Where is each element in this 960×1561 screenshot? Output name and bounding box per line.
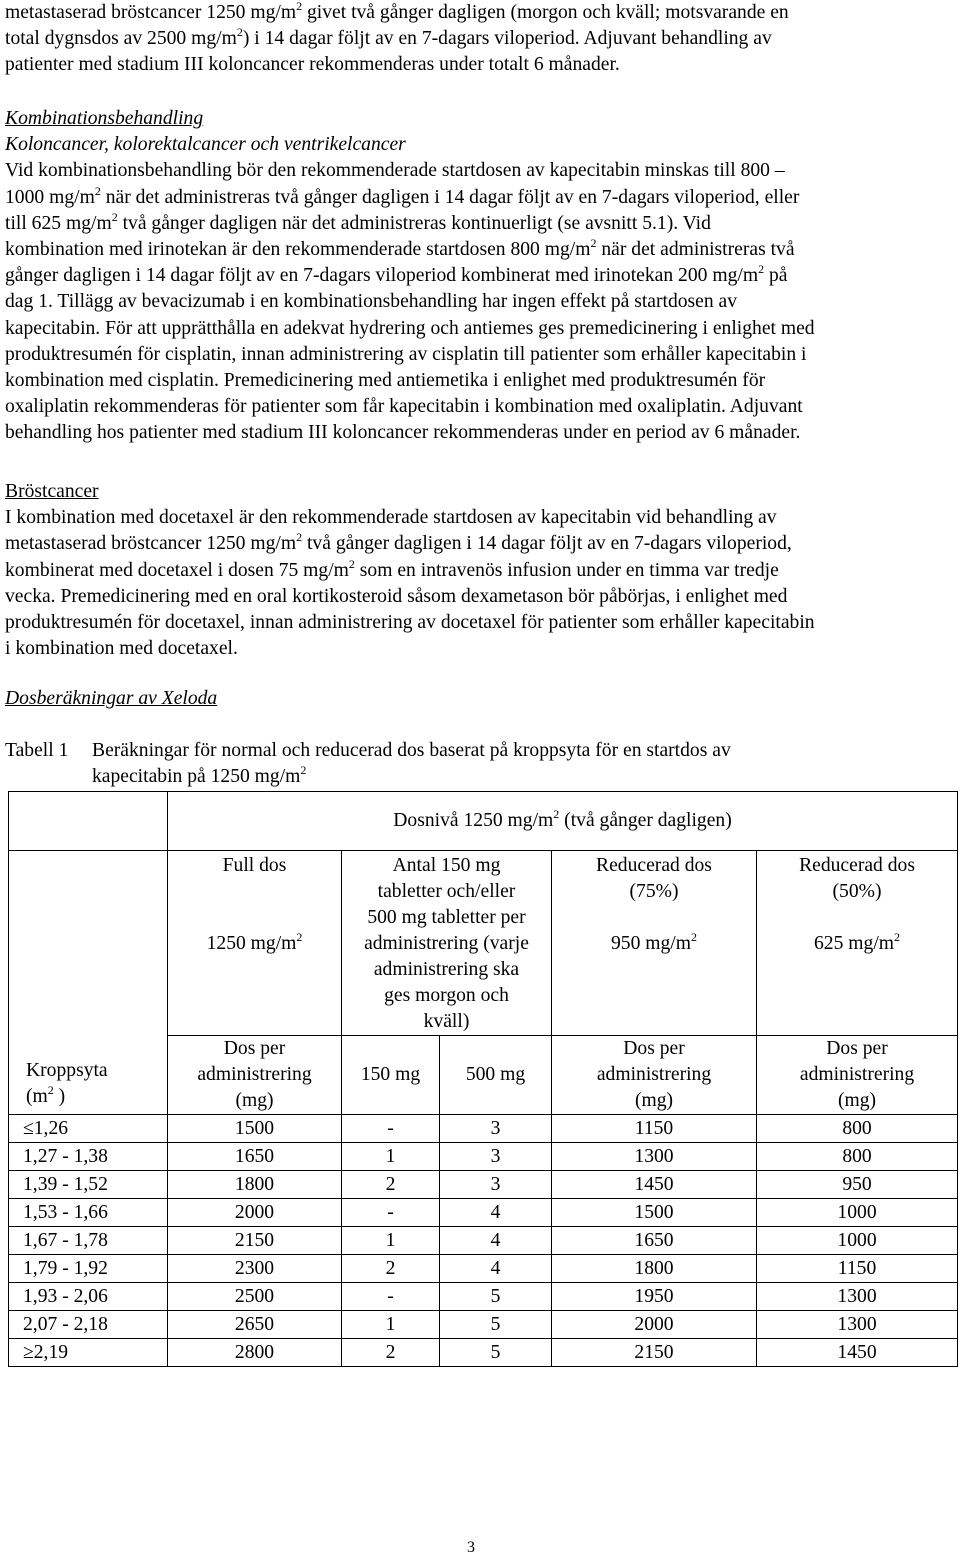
section-heading: Dosberäkningar av Xeloda xyxy=(5,688,218,709)
cell-t150: - xyxy=(342,1115,440,1143)
text-line: gånger dagligen i 14 dagar följt av en 7-dagars viloperiod kombinerat med irinotekan 200 $mg/m^2$ på xyxy=(5,262,788,287)
text-line: patienter med stadium III koloncancer rekommenderas under totalt 6 månader. xyxy=(5,54,620,76)
dose-table xyxy=(8,791,958,1367)
cell-t150: 1 xyxy=(342,1227,440,1255)
table-row xyxy=(9,1227,958,1255)
cell-bsa: 1,27 - 1,38 xyxy=(9,1143,168,1171)
cell-t150: - xyxy=(342,1199,440,1227)
cell-bsa: 1,79 - 1,92 xyxy=(9,1255,168,1283)
cell-r50: 800 xyxy=(757,1115,958,1143)
text-line: metastaserad bröstcancer 1250 $mg/m^2$ givet två gånger dagligen (morgon och kväll; motsvarande en xyxy=(5,0,789,23)
dos-per-header: Dos per administrering (mg) xyxy=(552,1036,757,1115)
cell-t500: 4 xyxy=(440,1199,552,1227)
text-line: I kombination med docetaxel är den rekommenderade startdosen av kapecitabin vid behandling av xyxy=(5,507,777,529)
text-line: kombination med irinotekan är den rekommenderade startdosen 800 $mg/m^2$ när det administreras två xyxy=(5,236,795,261)
text-line: i kombination med docetaxel. xyxy=(5,638,238,660)
cell-t150: - xyxy=(342,1283,440,1311)
cell-r75: 2000 xyxy=(552,1311,757,1339)
cell-r50: 950 xyxy=(757,1171,958,1199)
cell-bsa: 1,39 - 1,52 xyxy=(9,1171,168,1199)
table-row xyxy=(9,1115,958,1143)
cell-t150: 2 xyxy=(342,1171,440,1199)
cell-full: 1650 xyxy=(168,1143,342,1171)
cell-t500: 3 xyxy=(440,1143,552,1171)
text-line: 1000 $mg/m^2$ när det administreras två gånger dagligen i 14 dagar följt av en 7-dagars viloperiod, eller xyxy=(5,183,800,208)
cell-full: 2150 xyxy=(168,1227,342,1255)
text-line: Vid kombinationsbehandling bör den rekommenderade startdosen av kapecitabin minskas till 800 – xyxy=(5,160,785,182)
text-line: metastaserad bröstcancer 1250 $mg/m^2$ två gånger dagligen i 14 dagar följt av en 7-dagars viloperiod, xyxy=(5,530,792,555)
cell-r50: 800 xyxy=(757,1143,958,1171)
page-number: 3 xyxy=(467,1539,475,1556)
cell-r50: 1000 xyxy=(757,1227,958,1255)
cell-r75: 1150 xyxy=(552,1115,757,1143)
table-caption xyxy=(5,738,955,790)
section-heading: Kombinationsbehandling xyxy=(5,108,204,129)
table-row xyxy=(9,1255,958,1283)
table-row xyxy=(9,1311,958,1339)
cell-t150: 1 xyxy=(342,1143,440,1171)
cell-r75: 2150 xyxy=(552,1339,757,1367)
reduced-75-header: Reducerad dos (75%) 950 $mg/m^2$ xyxy=(552,851,757,1036)
cell-t150: 2 xyxy=(342,1255,440,1283)
caption-line: Beräkningar för normal och reducerad dos baserat på kroppsyta för en startdos av xyxy=(92,740,731,761)
full-dos-header: Full dos 1250 $mg/m^2$ xyxy=(168,851,342,1036)
table-corner-cell xyxy=(9,792,168,851)
cell-t150: 1 xyxy=(342,1311,440,1339)
text-line: behandling hos patienter med stadium III koloncancer rekommenderas under en period av 6 månader. xyxy=(5,422,801,444)
table-row xyxy=(9,1339,958,1367)
reduced-50-header: Reducerad dos (50%) 625 $mg/m^2$ xyxy=(757,851,958,1036)
cell-r50: 1000 xyxy=(757,1199,958,1227)
cell-r50: 1300 xyxy=(757,1311,958,1339)
cell-full: 1800 xyxy=(168,1171,342,1199)
kroppsyta-header: Kroppsyta ($m^2$ ) xyxy=(9,851,168,1115)
text-line: vecka. Premedicinering med en oral kortikosteroid såsom dexametason bör påbörjas, i enlighet med xyxy=(5,585,788,607)
cell-r50: 1450 xyxy=(757,1339,958,1367)
cell-r75: 1650 xyxy=(552,1227,757,1255)
section-dosberakningar xyxy=(5,686,955,712)
cell-full: 2300 xyxy=(168,1255,342,1283)
cell-full: 2000 xyxy=(168,1199,342,1227)
cell-r75: 1300 xyxy=(552,1143,757,1171)
cell-t150: 2 xyxy=(342,1339,440,1367)
cell-r75: 1800 xyxy=(552,1255,757,1283)
section-heading: Bröstcancer xyxy=(5,481,99,502)
text-line: total dygnsdos av 2500 $mg/m^2$) i 14 dagar följt av en 7-dagars viloperiod. Adjuvant behandling av xyxy=(5,25,772,50)
intro-paragraph xyxy=(5,0,940,79)
cell-r50: 1300 xyxy=(757,1283,958,1311)
dose-level-header: Dosnivå 1250 $mg/m^2$ (två gånger dagligen) xyxy=(168,792,958,851)
dos-per-header: Dos per administrering (mg) xyxy=(168,1036,342,1115)
cell-bsa: ≥2,19 xyxy=(9,1339,168,1367)
section-kombinationsbehandling xyxy=(5,106,955,447)
text-line: produktresumén för cisplatin, innan administrering av cisplatin till patienter som erhåller kapecitabin i xyxy=(5,343,807,365)
cell-t500: 4 xyxy=(440,1255,552,1283)
cell-bsa: ≤1,26 xyxy=(9,1115,168,1143)
cell-t500: 5 xyxy=(440,1283,552,1311)
text-line: kombinerat med docetaxel i dosen 75 $mg/m^2$ som en intravenös infusion under en timma var tredje xyxy=(5,556,779,581)
tablet-count-header: Antal 150 mg tabletter och/eller 500 mg tabletter per administrering (varje administrering ska ges morgon och kväll) xyxy=(342,851,552,1036)
text-line: kombination med cisplatin. Premedicinering med antiemetika i enlighet med produktresumén för xyxy=(5,370,766,392)
cell-t500: 3 xyxy=(440,1115,552,1143)
cell-t500: 5 xyxy=(440,1311,552,1339)
cell-t500: 3 xyxy=(440,1171,552,1199)
cell-r50: 1150 xyxy=(757,1255,958,1283)
cell-bsa: 1,93 - 2,06 xyxy=(9,1283,168,1311)
cell-r75: 1500 xyxy=(552,1199,757,1227)
cell-r75: 1950 xyxy=(552,1283,757,1311)
text-line: dag 1. Tillägg av bevacizumab i en kombinationsbehandling har ingen effekt på startdosen av xyxy=(5,291,738,313)
cell-bsa: 1,67 - 1,78 xyxy=(9,1227,168,1255)
cell-bsa: 1,53 - 1,66 xyxy=(9,1199,168,1227)
cell-r75: 1450 xyxy=(552,1171,757,1199)
cell-full: 1500 xyxy=(168,1115,342,1143)
col-150mg-header: 150 mg xyxy=(342,1036,440,1115)
col-500mg-header: 500 mg xyxy=(440,1036,552,1115)
cell-full: 2500 xyxy=(168,1283,342,1311)
dos-per-header: Dos per administrering (mg) xyxy=(757,1036,958,1115)
cell-t500: 5 xyxy=(440,1339,552,1367)
text-line: oxaliplatin rekommenderas för patienter som får kapecitabin i kombination med oxaliplatin. Adjuvant xyxy=(5,396,803,418)
text-line: kapecitabin. För att upprätthålla en adekvat hydrering och antiemes ges premedicinering i enlighet med xyxy=(5,317,815,339)
text-line: produktresumén för docetaxel, innan administrering av docetaxel för patienter som erhåller kapecitabin xyxy=(5,612,815,634)
caption-line: kapecitabin på 1250 $mg/m^2$ xyxy=(92,763,307,787)
table-row xyxy=(9,1143,958,1171)
table-row xyxy=(9,1171,958,1199)
section-subheading: Koloncancer, kolorektalcancer och ventrikelcancer xyxy=(5,134,406,156)
table-row xyxy=(9,1283,958,1311)
section-brostcancer xyxy=(5,479,955,662)
cell-full: 2650 xyxy=(168,1311,342,1339)
table-row xyxy=(9,1199,958,1227)
cell-full: 2800 xyxy=(168,1339,342,1367)
cell-t500: 4 xyxy=(440,1227,552,1255)
text-line: till 625 $mg/m^2$ två gånger dagligen när det administreras kontinuerligt (se avsnitt 5.1). Vid xyxy=(5,209,711,234)
cell-bsa: 2,07 - 2,18 xyxy=(9,1311,168,1339)
table-number: Tabell 1 xyxy=(5,740,69,761)
